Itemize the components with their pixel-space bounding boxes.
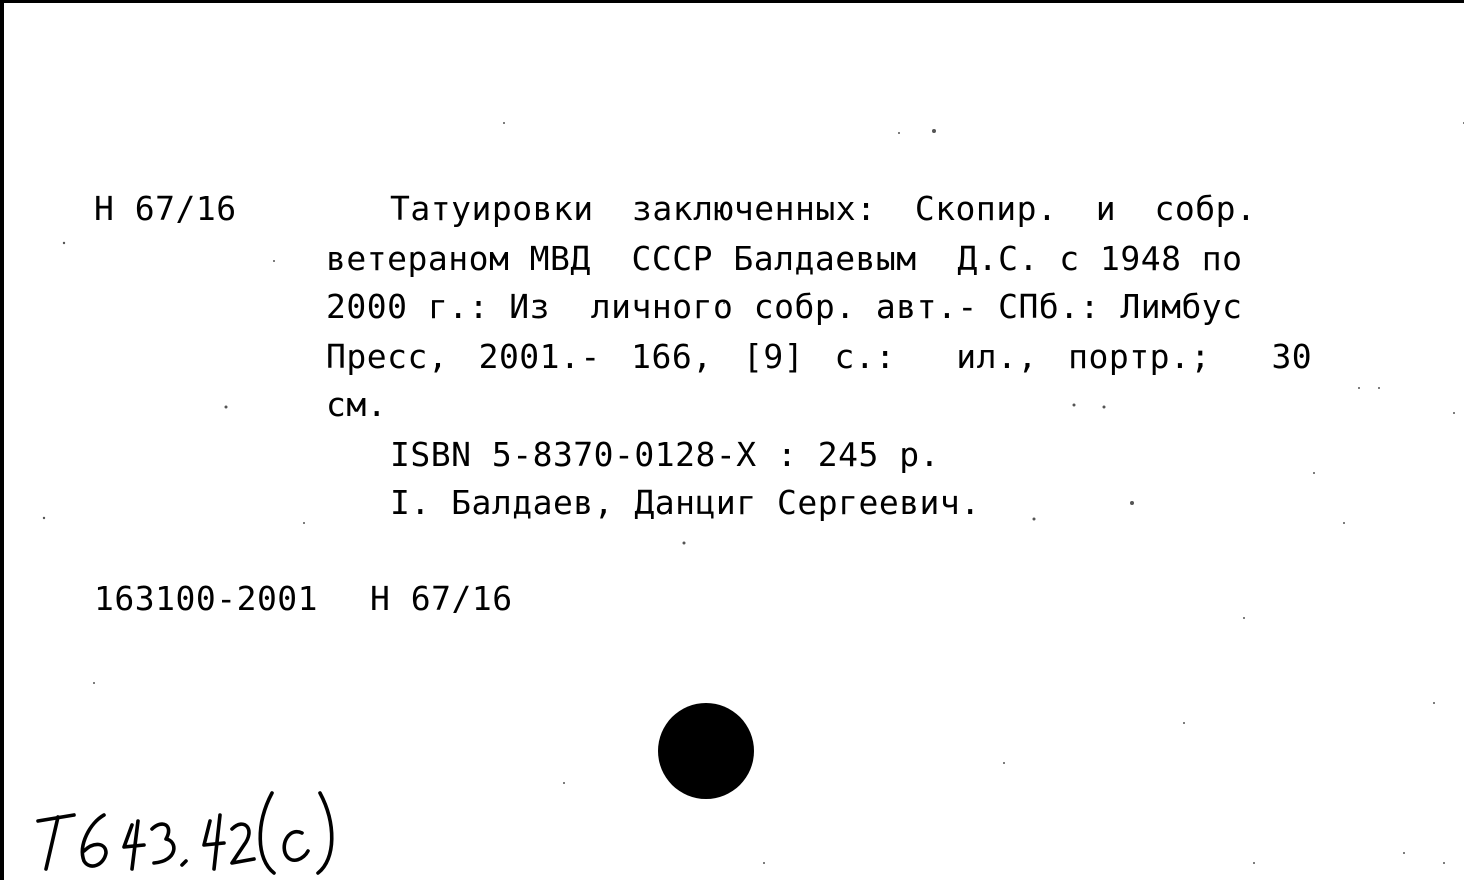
description-line-4: Пресс, 2001.- 166, [9] с.: ил., портр.; 30	[326, 337, 1313, 376]
description-line-2: ветераном МВД СССР Балдаевым Д.С. с 1948 по	[326, 239, 1243, 278]
description-line-5: см.	[326, 385, 388, 424]
call-number: Н 67/16	[94, 189, 237, 228]
description-line-3: 2000 г.: Из личного собр. авт.- СПб.: Лимбус	[326, 287, 1243, 326]
isbn-line: ISBN 5-8370-0128-X : 245 р.	[390, 435, 940, 474]
handwritten-shelfmark	[32, 773, 392, 877]
punch-hole	[658, 703, 754, 799]
description-line-1: Татуировки заключенных: Скопир. и собр.	[390, 189, 1257, 228]
inventory-call-number: Н 67/16	[370, 579, 513, 618]
tracing-line: I. Балдаев, Данциг Сергеевич.	[390, 483, 981, 522]
inventory-number: 163100-2001	[94, 579, 319, 618]
